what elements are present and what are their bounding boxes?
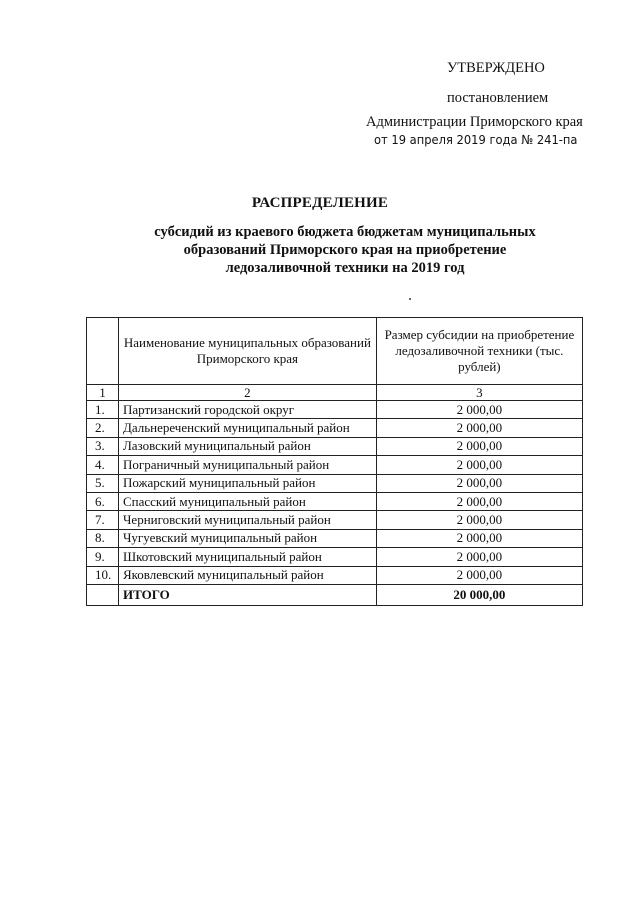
row-number-cell: 6. [87,492,119,510]
header-amount-cell: Размер субсидии на приобретение ледозаливочной техники (тыс. рублей) [376,318,582,385]
municipality-name-cell: Спасский муниципальный район [118,492,376,510]
subsidy-amount-cell: 2 000,00 [376,456,582,474]
table-row [87,566,583,584]
row-number-cell: 5. [87,474,119,492]
subsidy-amount-cell: 2 000,00 [376,492,582,510]
table-row [87,492,583,510]
municipality-name-cell: Черниговский муниципальный район [118,511,376,529]
municipality-name-cell: Пожарский муниципальный район [118,474,376,492]
municipality-name-cell: Дальнереченский муниципальный район [118,419,376,437]
row-number-cell: 1. [87,401,119,419]
total-row [87,584,583,605]
table-row [87,529,583,547]
total-number-cell [87,584,119,605]
header-name-cell: Наименование муниципальных образований Приморского края [118,318,376,385]
row-number-cell: 4. [87,456,119,474]
document-title: РАСПРЕДЕЛЕНИЕ [251,195,389,211]
municipality-name-cell: Пограничный муниципальный район [118,456,376,474]
document-subtitle [120,223,570,277]
table-row [87,401,583,419]
approval-authority: Администрации Приморского края [366,114,583,130]
table-row [87,456,583,474]
column-number-row [87,385,583,401]
subsidy-amount-cell: 2 000,00 [376,566,582,584]
table-row [87,437,583,455]
scan-speck [409,298,411,300]
subtitle-line: ледозаливочной техники на 2019 год [225,260,465,276]
row-number-cell: 9. [87,548,119,566]
subsidy-amount-cell: 2 000,00 [376,511,582,529]
table-header-row [87,318,583,385]
subtitle-line: образований Приморского края на приобретение [183,242,507,258]
row-number-cell: 7. [87,511,119,529]
table-row [87,548,583,566]
table-row [87,511,583,529]
column-number-cell: 1 [87,385,119,401]
subsidy-amount-cell: 2 000,00 [376,419,582,437]
decree-reference: от 19 апреля 2019 года № 241-па [374,132,578,147]
table-row [87,474,583,492]
municipality-name-cell: Партизанский городской округ [118,401,376,419]
subsidy-amount-cell: 2 000,00 [376,437,582,455]
row-number-cell: 8. [87,529,119,547]
row-number-cell: 10. [87,566,119,584]
municipality-name-cell: Яковлевский муниципальный район [118,566,376,584]
total-label-cell: ИТОГО [118,584,376,605]
subsidy-amount-cell: 2 000,00 [376,548,582,566]
header-number-cell [87,318,119,385]
subsidy-amount-cell: 2 000,00 [376,474,582,492]
subsidy-amount-cell: 2 000,00 [376,529,582,547]
approval-by-text: постановлением [447,90,549,106]
table-row [87,419,583,437]
row-number-cell: 2. [87,419,119,437]
row-number-cell: 3. [87,437,119,455]
subsidy-amount-cell: 2 000,00 [376,401,582,419]
distribution-table [86,317,583,606]
total-amount-cell: 20 000,00 [376,584,582,605]
column-number-cell: 3 [376,385,582,401]
subtitle-line: субсидий из краевого бюджета бюджетам муниципальных [154,224,536,240]
municipality-name-cell: Лазовский муниципальный район [118,437,376,455]
column-number-cell: 2 [118,385,376,401]
municipality-name-cell: Шкотовский муниципальный район [118,548,376,566]
approval-stamp-title: УТВЕРЖДЕНО [447,60,545,76]
municipality-name-cell: Чугуевский муниципальный район [118,529,376,547]
